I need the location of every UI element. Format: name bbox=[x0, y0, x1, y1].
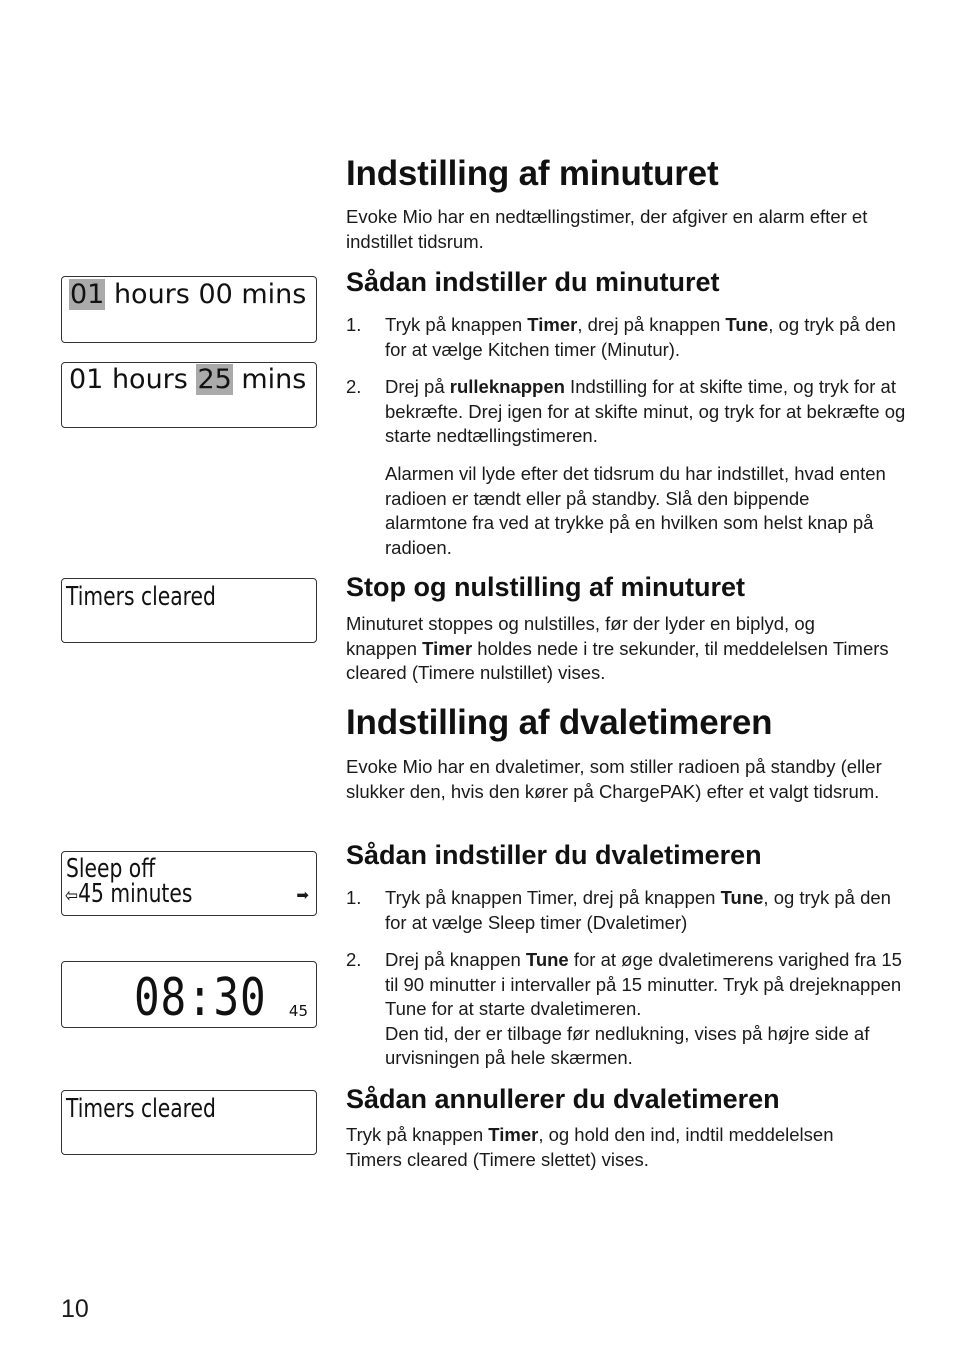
step-number: 2. bbox=[346, 949, 362, 970]
step-number: 2. bbox=[346, 376, 362, 397]
lcd-line-1: Sleep off bbox=[66, 854, 156, 884]
section-intro-minute-timer: Evoke Mio har en nedtællingstimer, der afgiver en alarm efter et indstillet tidsrum. bbox=[346, 206, 868, 252]
lcd-remaining-minutes: 45 bbox=[288, 1002, 308, 1020]
step-2-set-minute-timer bbox=[346, 375, 906, 449]
lcd-line-2: ⇦45 minutes bbox=[65, 879, 193, 909]
step-2-set-sleep-timer bbox=[346, 948, 906, 1071]
lcd-display-minutes bbox=[61, 362, 317, 428]
step-text-continued: Den tid, der er tilbage før nedlukning, vises på højre side af urvisningen på hele skærmen. bbox=[385, 1022, 870, 1069]
alarm-note: Alarmen vil lyde efter det tidsrum du har indstillet, hvad enten radioen er tændt eller på standby. Slå den bippende alarmtone fra ved at trykke på en hvilken som helst knap på radioen. bbox=[385, 463, 886, 558]
page-number: 10 bbox=[61, 1295, 89, 1323]
lcd-text: 01 hours 25 mins bbox=[69, 364, 307, 395]
lcd-text: Timers cleared bbox=[66, 582, 216, 612]
step-number: 1. bbox=[346, 314, 362, 335]
subheading-set-minute-timer: Sådan indstiller du minuturet bbox=[346, 267, 720, 297]
lcd-text: Timers cleared bbox=[66, 1094, 216, 1124]
lcd-display-hours bbox=[61, 276, 317, 343]
step-1-set-minute-timer bbox=[346, 313, 906, 362]
step-number: 1. bbox=[346, 887, 362, 908]
lcd-display-sleep bbox=[61, 851, 317, 916]
stop-minute-timer-text: Minuturet stoppes og nulstilles, før der lyder en biplyd, og knappen Timer holdes nede i tre sekunder, til meddelelsen Timers cleared (Timere nulstillet) vises. bbox=[346, 613, 889, 684]
lcd-clock-time: 08:30 bbox=[134, 968, 267, 1028]
right-arrow-icon: ➡ bbox=[296, 887, 309, 904]
step-text: Drej på rulleknappen Indstilling for at skifte time, og tryk for at bekræfte. Drej igen for at skifte minut, og tryk for at bekræfte og starte nedtællingstimeren. bbox=[385, 376, 906, 447]
subheading-set-sleep-timer: Sådan indstiller du dvaletimeren bbox=[346, 840, 762, 870]
section-title-sleep-timer: Indstilling af dvaletimeren bbox=[346, 703, 773, 742]
step-text: Drej på knappen Tune for at øge dvaletimerens varighed fra 15 til 90 minutter i intervaller på 15 minutter. Tryk på drejeknappen Tune for at starte dvaletimeren. bbox=[385, 949, 902, 1020]
lcd-highlighted-hours: 01 bbox=[70, 279, 105, 310]
subheading-cancel-sleep-timer: Sådan annullerer du dvaletimeren bbox=[346, 1084, 780, 1114]
step-1-set-sleep-timer bbox=[346, 886, 906, 935]
subheading-stop-minute-timer: Stop og nulstilling af minuturet bbox=[346, 572, 745, 602]
cancel-sleep-timer-text: Tryk på knappen Timer, og hold den ind, indtil meddelelsen Timers cleared (Timere slettet) vises. bbox=[346, 1124, 834, 1170]
step-text: Tryk på knappen Timer, drej på knappen Tune, og tryk på den for at vælge Kitchen timer (Minutur). bbox=[385, 314, 896, 360]
lcd-display-timers-cleared-2 bbox=[61, 1090, 317, 1155]
lcd-highlighted-minutes: 25 bbox=[197, 364, 232, 395]
lcd-text: 01 hours 00 mins bbox=[70, 279, 307, 310]
section-intro-sleep-timer: Evoke Mio har en dvaletimer, som stiller radioen på standby (eller slukker den, hvis den kører på ChargePAK) efter et valgt tidsrum. bbox=[346, 756, 882, 802]
step-text: Tryk på knappen Timer, drej på knappen Tune, og tryk på den for at vælge Sleep timer (Dvaletimer) bbox=[385, 887, 891, 933]
lcd-display-clock bbox=[61, 961, 317, 1028]
section-title-minute-timer: Indstilling af minuturet bbox=[346, 154, 719, 193]
lcd-display-timers-cleared bbox=[61, 578, 317, 643]
left-arrow-icon: ⇦ bbox=[65, 883, 79, 907]
